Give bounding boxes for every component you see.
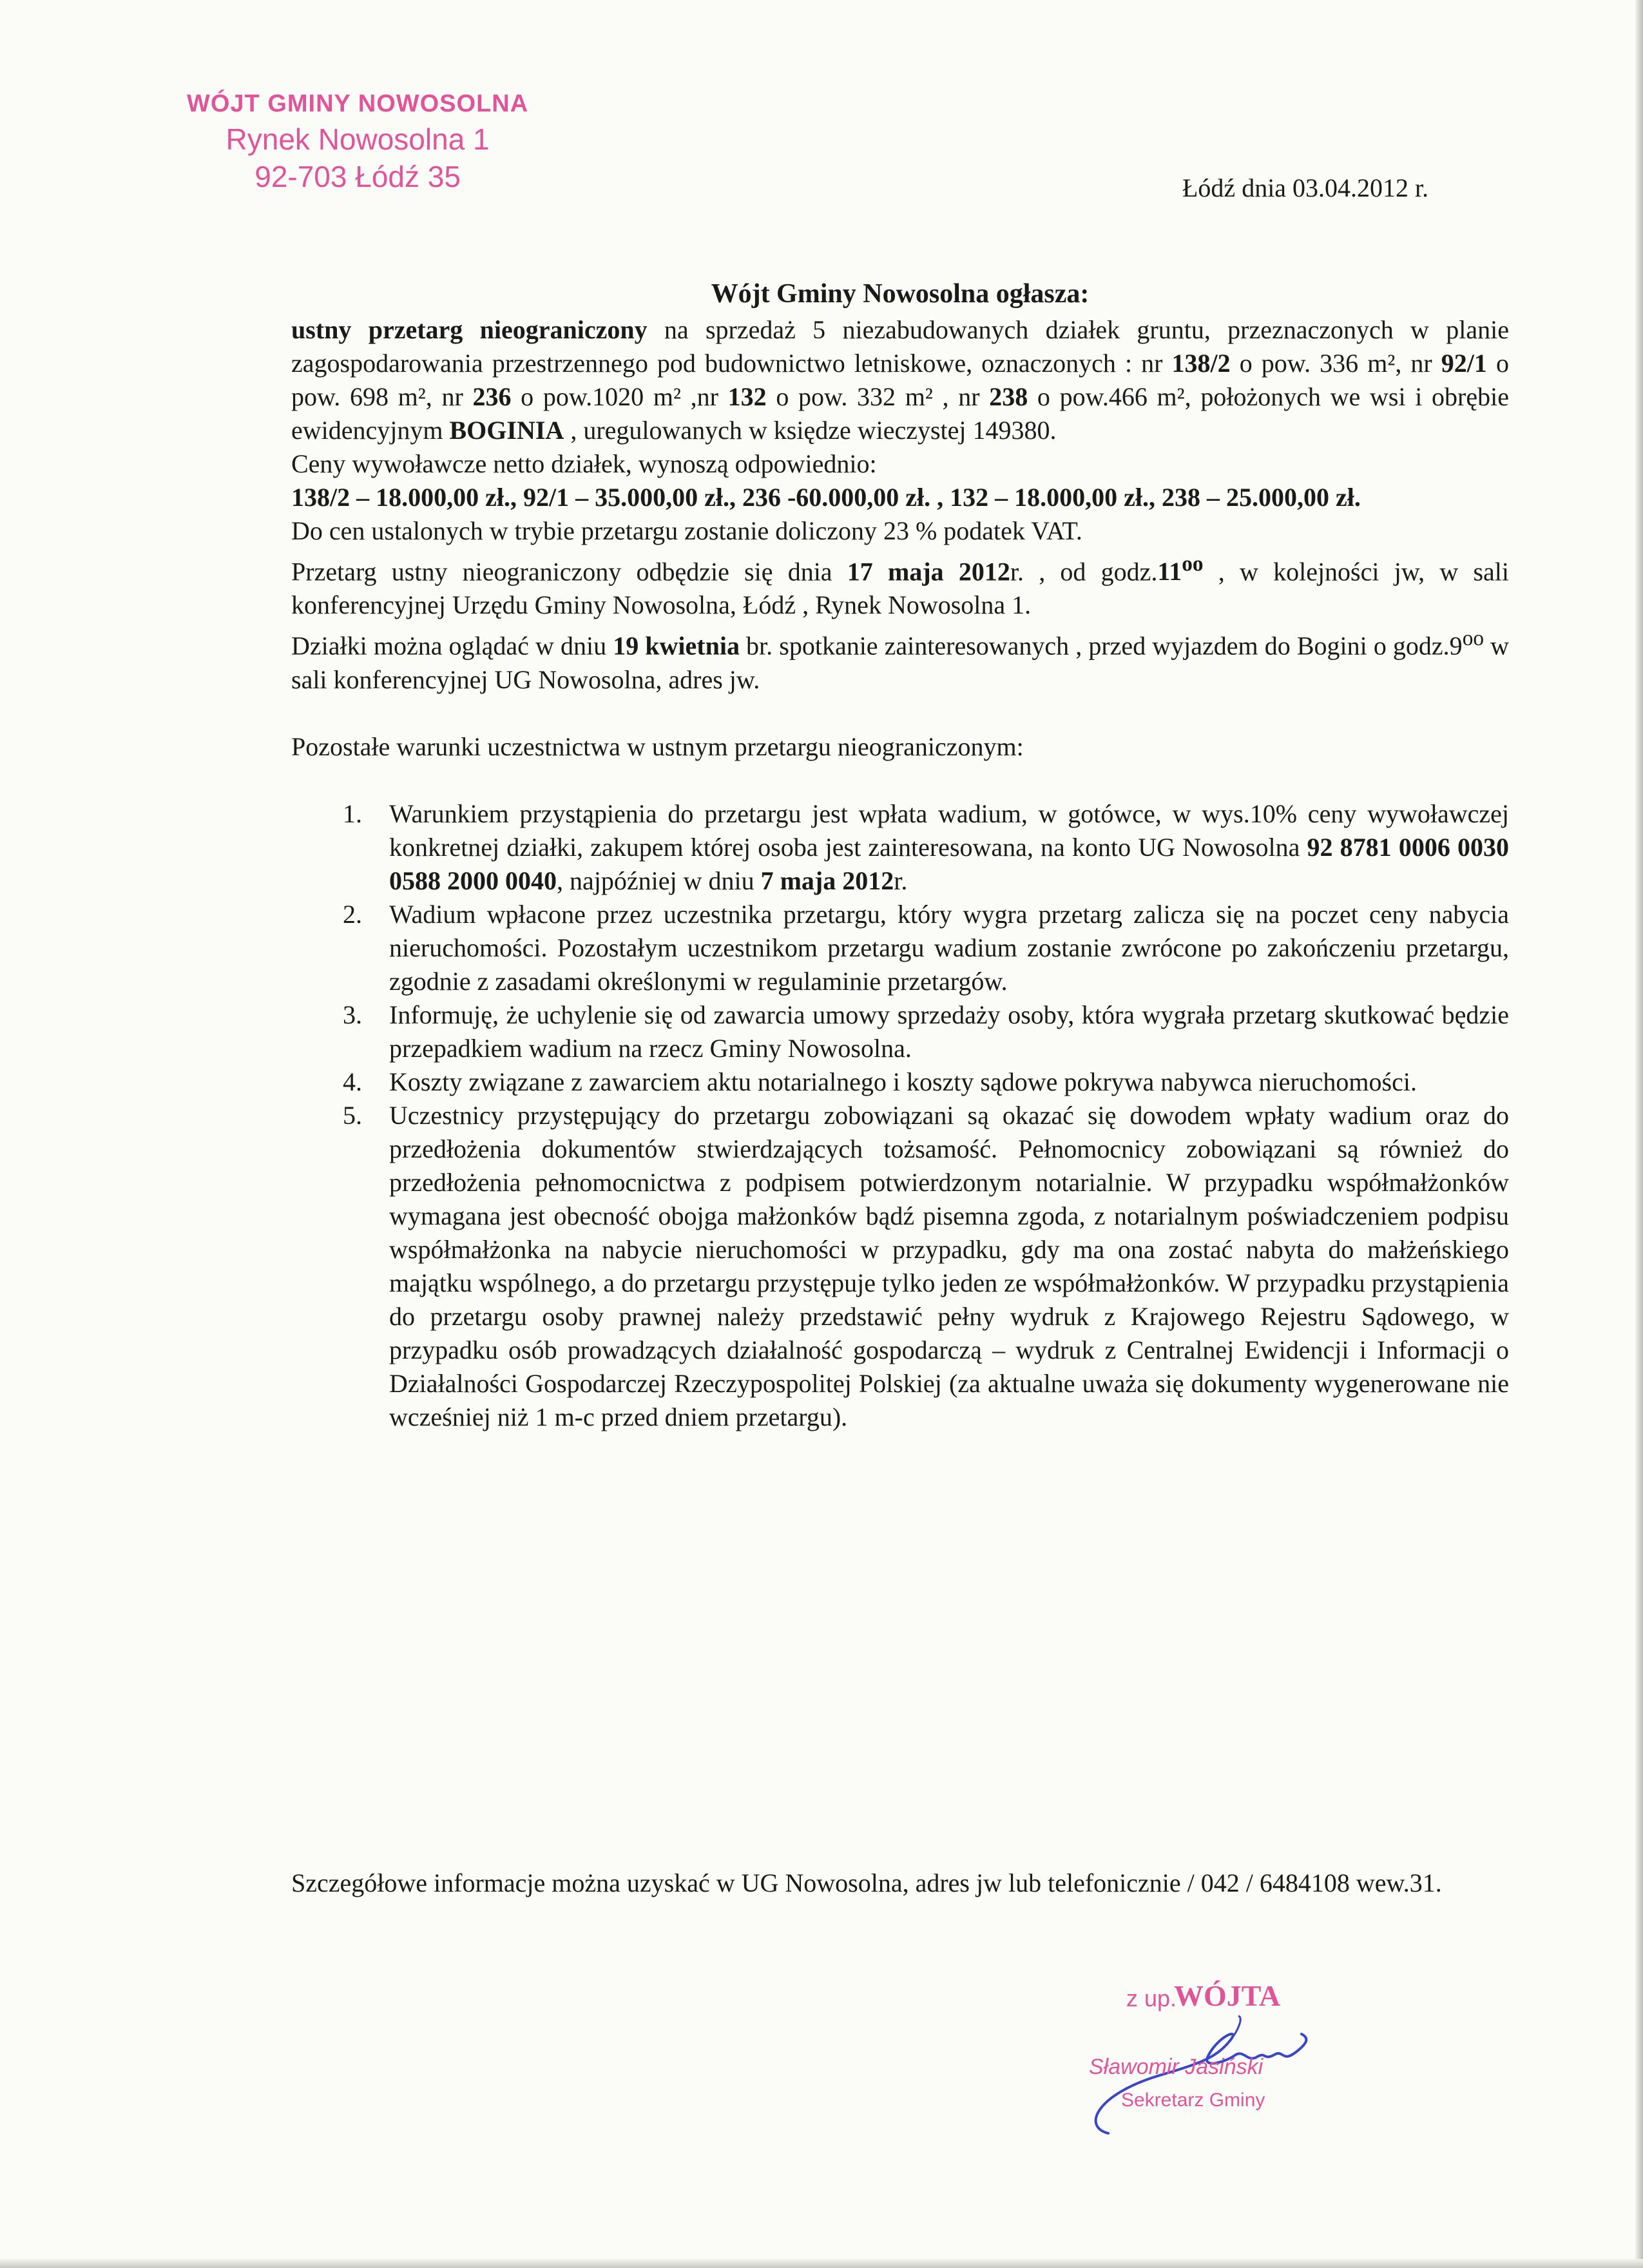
conditions-label: Pozostałe warunki uczestnictwa w ustnym przetargu nieograniczonym: [291,732,1024,761]
intro-text: o pow. 698 m², nr [291,349,1509,411]
intro-text: , uregulowanych w księdze wieczystej 149380. [564,416,1057,445]
viewing-paragraph [291,622,1509,696]
stamp-line-2: Rynek Nowosolna 1 [226,122,490,156]
list-item-text: r. [894,866,908,895]
auction-hour [1157,552,1204,586]
office-stamp [187,90,528,194]
list-item-text: Wadium wpłacone przez uczestnika przetargu, który wygra przetarg zalicza się na poczet ceny nabycia nieruchomości. Pozostałym uczestnikom przetargu wadium zostanie zwrócone po zakończeniu przetargu, zgodnie z zasadami określonymi w regulaminie przetargów. [389,899,1509,996]
list-item [291,1065,1509,1099]
list-item-number: 4. [343,1067,362,1096]
list-item-text: Koszty związane z zawarciem aktu notarialnego i koszty sądowe pokrywa nabywca nieruchomości. [389,1067,1417,1096]
list-item [291,998,1509,1065]
auction-hour-sup: oo [1182,552,1204,576]
announcement-body [291,277,1509,1434]
intro-text: o pow. 336 m², nr [1230,349,1441,378]
plot-number: 132 [727,382,767,411]
list-item-text: , najpóźniej w dniu [557,866,761,895]
scan-edge-right [1635,0,1643,2268]
auction-text: Przetarg ustny nieograniczony odbędzie się dnia [291,557,847,586]
signature-stamp [1070,1979,1405,2146]
scan-edge-bottom [0,2259,1643,2268]
signature-role: Sekretarz Gminy [1121,2089,1265,2111]
auction-hour-value: 11 [1157,557,1182,586]
stamp-line-3: 92-703 Łódź 35 [255,160,461,193]
auction-text: r. , od godz. [1010,557,1158,586]
bank-account-number: 92 8781 0006 0030 0588 2000 0040 [389,832,1509,895]
list-item-number: 2. [343,899,362,929]
deposit-deadline: 7 maja 2012 [760,866,894,895]
viewing-date: 19 kwietnia [613,631,740,661]
auction-date: 17 maja 2012 [847,557,1010,586]
signature-title: WÓJTA [1174,1979,1281,2012]
signature-name: Sławomir Jasiński [1089,2055,1263,2079]
prices-values: 138/2 – 18.000,00 zł., 92/1 – 35.000,00 zł., 236 -60.000,00 zł. , 132 – 18.000,00 zł., 238 – 25.000,00 zł. [291,483,1361,512]
intro-paragraph [291,313,1509,447]
prices-label: Ceny wywoławcze netto działek, wynoszą odpowiednio: [291,449,877,478]
intro-text: o pow.1020 m² ,nr [511,382,728,411]
signature-zup: z up. [1126,1985,1177,2011]
list-item-text: Warunkiem przystąpienia do przetargu jest wpłata wadium, w gotówce, w wys.10% ceny wywoławczej konkretnej działki, zakupem której osoba jest zainteresowana, na konto UG Nowosolna [389,799,1509,862]
plot-number: 236 [472,382,512,411]
list-item [291,797,1509,898]
list-item-number: 1. [343,799,362,828]
list-item [291,898,1509,998]
list-item-text: Uczestnicy przystępujący do przetargu zobowiązani są okazać się dowodem wpłaty wadium oraz do przedłożenia dokumentów stwierdzających tożsamość. Pełnomocnicy zobowiązani są również do przedłożenia pełnomocnictwa z podpisem potwierdzonym notarialnie. W przypadku współmałżonków wymagana jest obecność obojga małżonków bądź pisemna zgoda, z notarialnym poświadczeniem podpisu współmałżonka na nabycie nieruchomości w przypadku, gdy ma ona zostać nabyta do małżeńskiego majątku wspólnego, a do przetargu przystępuje tylko jeden ze współmałżonków. W przypadku przystąpienia do przetargu osoby prawnej należy przedstawić pełny wydruk z Krajowego Rejestru Sądowego, w przypadku osób prowadzących działalność gospodarczą – wydruk z Centralnej Ewidencji i Informacji o Działalności Gospodarczej Rzeczypospolitej Polskiej (za aktualne uważa się dokumenty wygenerowane nie wcześniej niż 1 m-c przed dniem przetargu). [389,1100,1509,1431]
list-item [291,1099,1509,1434]
village-name: BOGINIA [449,416,564,445]
auction-text: , w kolejności jw, w sali konferencyjnej Urzędu Gminy Nowosolna, Łódź , Rynek Nowosolna 1. [291,557,1509,620]
plot-number: 238 [989,382,1028,411]
auction-date-paragraph [291,548,1509,622]
intro-text: na sprzedaż 5 niezabudowanych działek gruntu, przeznaczonych w planie zagospodarowania przestrzennego pod budownictwo letniskowe, oznaczonych : nr [291,315,1509,378]
list-item-number: 5. [343,1100,362,1130]
announcement-heading: Wójt Gminy Nowosolna ogłasza: [711,279,1090,309]
viewing-hour-sup: oo [1462,626,1484,651]
vat-note: Do cen ustalonych w trybie przetargu zostanie doliczony 23 % podatek VAT. [291,516,1082,545]
viewing-text: br. spotkanie zainteresowanych , przed wyjazdem do Bogini o godz.9 [739,631,1463,661]
auction-type: ustny przetarg nieograniczony [291,315,648,344]
document-date: Łódź dnia 03.04.2012 r. [1182,173,1429,202]
viewing-text: Działki można oglądać w dniu [291,631,613,661]
list-item-number: 3. [343,1000,362,1029]
prices-list [291,481,1509,514]
list-item-text: Informuję, że uchylenie się od zawarcia umowy sprzedaży osoby, która wygrała przetarg skutkować będzie przepadkiem wadium na rzecz Gminy Nowosolna. [389,1000,1509,1063]
conditions-list [291,797,1509,1434]
plot-number: 138/2 [1171,349,1231,378]
contact-info: Szczegółowe informacje można uzyskać w UG Nowosolna, adres jw lub telefonicznie / 042 / 6484108 wew.31. [291,1868,1442,1897]
plot-number: 92/1 [1441,349,1487,378]
intro-text: o pow. 332 m² , nr [766,382,990,411]
viewing-text: w sali konferencyjnej UG Nowosolna, adres jw. [291,631,1509,694]
stamp-line-1: WÓJT GMINY NOWOSOLNA [187,90,529,117]
intro-text: o pow.466 m², położonych we wsi i obrębie ewidencyjnym [291,382,1510,445]
